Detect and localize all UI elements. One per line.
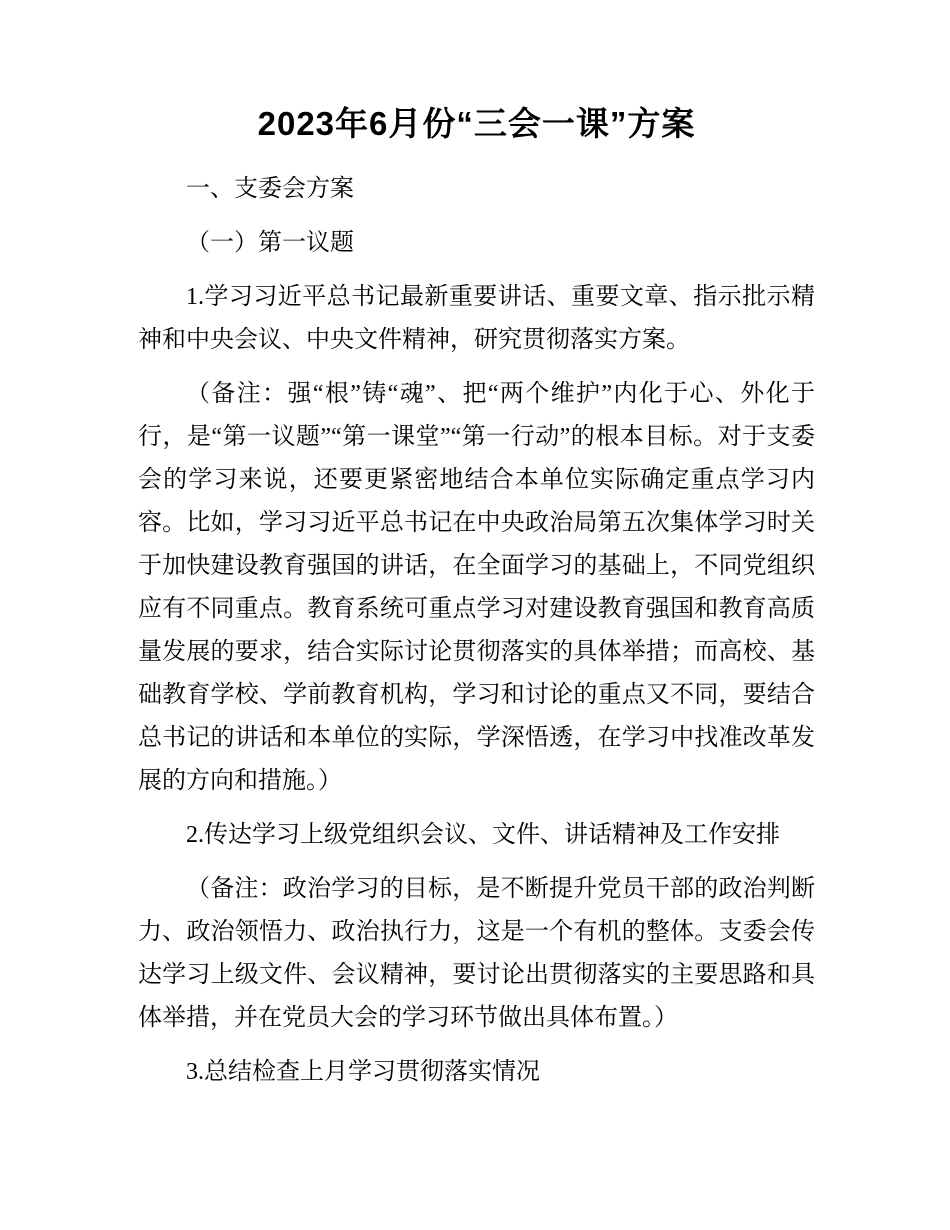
paragraph: 2.传达学习上级党组织会议、文件、讲话精神及工作安排	[186, 822, 780, 848]
document-title: 2023年6月份“三会一课”方案	[257, 105, 696, 142]
paragraph: （备注：强“根”铸“魂”、把“两个维护”内化于心、外化于行，是“第一议题”“第一课堂”“第一行动”的根本目标。对于支委会的学习来说，还要更紧密地结合本单位实际确定重点学习内容。比如，学习习近平总书记在中央政治局第五次集体学习时关于加快建设教育强国的讲话，在全面学习的基础上，不同党组织应有不同重点。教育系统可重点学习对建设教育强国和教育高质量发展的要求，结合实际讨论贯彻落实的具体举措；而高校、基础教育学校、学前教育机构，学习和讨论的重点又不同，要结合总书记的讲话和本单位的实际，学深悟透，在学习中找准改革发展的方向和措施。）	[138, 381, 815, 794]
paragraph: 1.学习习近平总书记最新重要讲话、重要文章、指示批示精神和中央会议、中央文件精神，研究贯彻落实方案。	[138, 284, 815, 353]
paragraph: （备注：政治学习的目标，是不断提升党员干部的政治判断力、政治领悟力、政治执行力，这是一个有机的整体。支委会传达学习上级文件、会议精神，要讨论出贯彻落实的主要思路和具体举措，并在党员大会的学习环节做出具体布置。）	[138, 876, 815, 1031]
paragraph: 3.总结检查上月学习贯彻落实情况	[186, 1059, 540, 1085]
document-body	[138, 168, 815, 1094]
heading-level-2: （一）第一议题	[186, 230, 354, 256]
heading-level-1: 一、支委会方案	[186, 176, 354, 202]
